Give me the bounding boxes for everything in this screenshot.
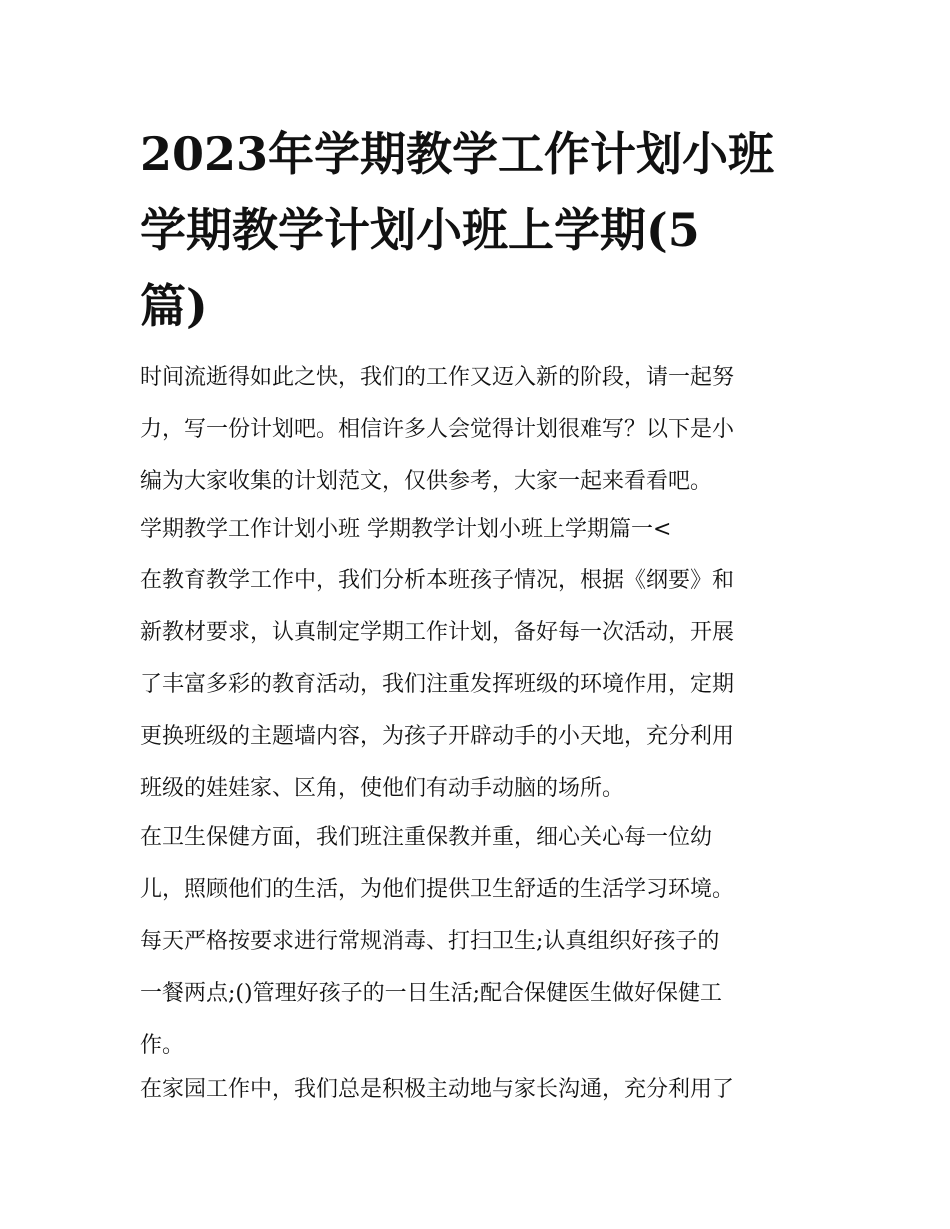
paragraph-family	[140, 1064, 820, 1116]
section-heading-block	[140, 504, 820, 556]
paragraph-line: 更换班级的主题墙内容，为孩子开辟动手的小天地，充分利用	[140, 724, 735, 749]
paragraph-line: 在家园工作中，我们总是积极主动地与家长沟通，充分利用了	[140, 1077, 735, 1102]
intro-line: 时间流逝得如此之快，我们的工作又迈入新的阶段，请一起努	[140, 365, 735, 390]
paragraph-line: 儿，照顾他们的生活，为他们提供卫生舒适的生活学习环境。	[140, 877, 735, 902]
paragraph-line: 作。	[140, 1033, 185, 1058]
paragraph-line: 在教育教学工作中，我们分析本班孩子情况，根据《纲要》和	[140, 568, 735, 593]
page-title	[140, 116, 820, 344]
paragraph-teaching	[140, 555, 820, 815]
paragraph-line: 每天严格按要求进行常规消毒、打扫卫生;认真组织好孩子的	[140, 929, 720, 954]
paragraph-health	[140, 812, 820, 1072]
paragraph-line: 一餐两点;()管理好孩子的一日生活;配合保健医生做好保健工	[140, 981, 722, 1006]
intro-line: 力，写一份计划吧。相信许多人会觉得计划很难写？以下是小	[140, 417, 735, 442]
paragraph-line: 在卫生保健方面，我们班注重保教并重，细心关心每一位幼	[140, 825, 713, 850]
title-line: 2023年学期教学工作计划小班	[140, 127, 775, 181]
section-heading: 学期教学工作计划小班 学期教学计划小班上学期篇一<	[140, 517, 672, 542]
intro-paragraph	[140, 352, 820, 508]
title-line: 学期教学计划小班上学期(5	[140, 203, 700, 257]
intro-line: 编为大家收集的计划范文，仅供参考，大家一起来看看吧。	[140, 469, 713, 494]
title-line: 篇)	[140, 279, 208, 333]
paragraph-line: 班级的娃娃家、区角，使他们有动手动脑的场所。	[140, 776, 625, 801]
paragraph-line: 新教材要求，认真制定学期工作计划，备好每一次活动，开展	[140, 620, 735, 645]
paragraph-line: 了丰富多彩的教育活动，我们注重发挥班级的环境作用，定期	[140, 672, 735, 697]
